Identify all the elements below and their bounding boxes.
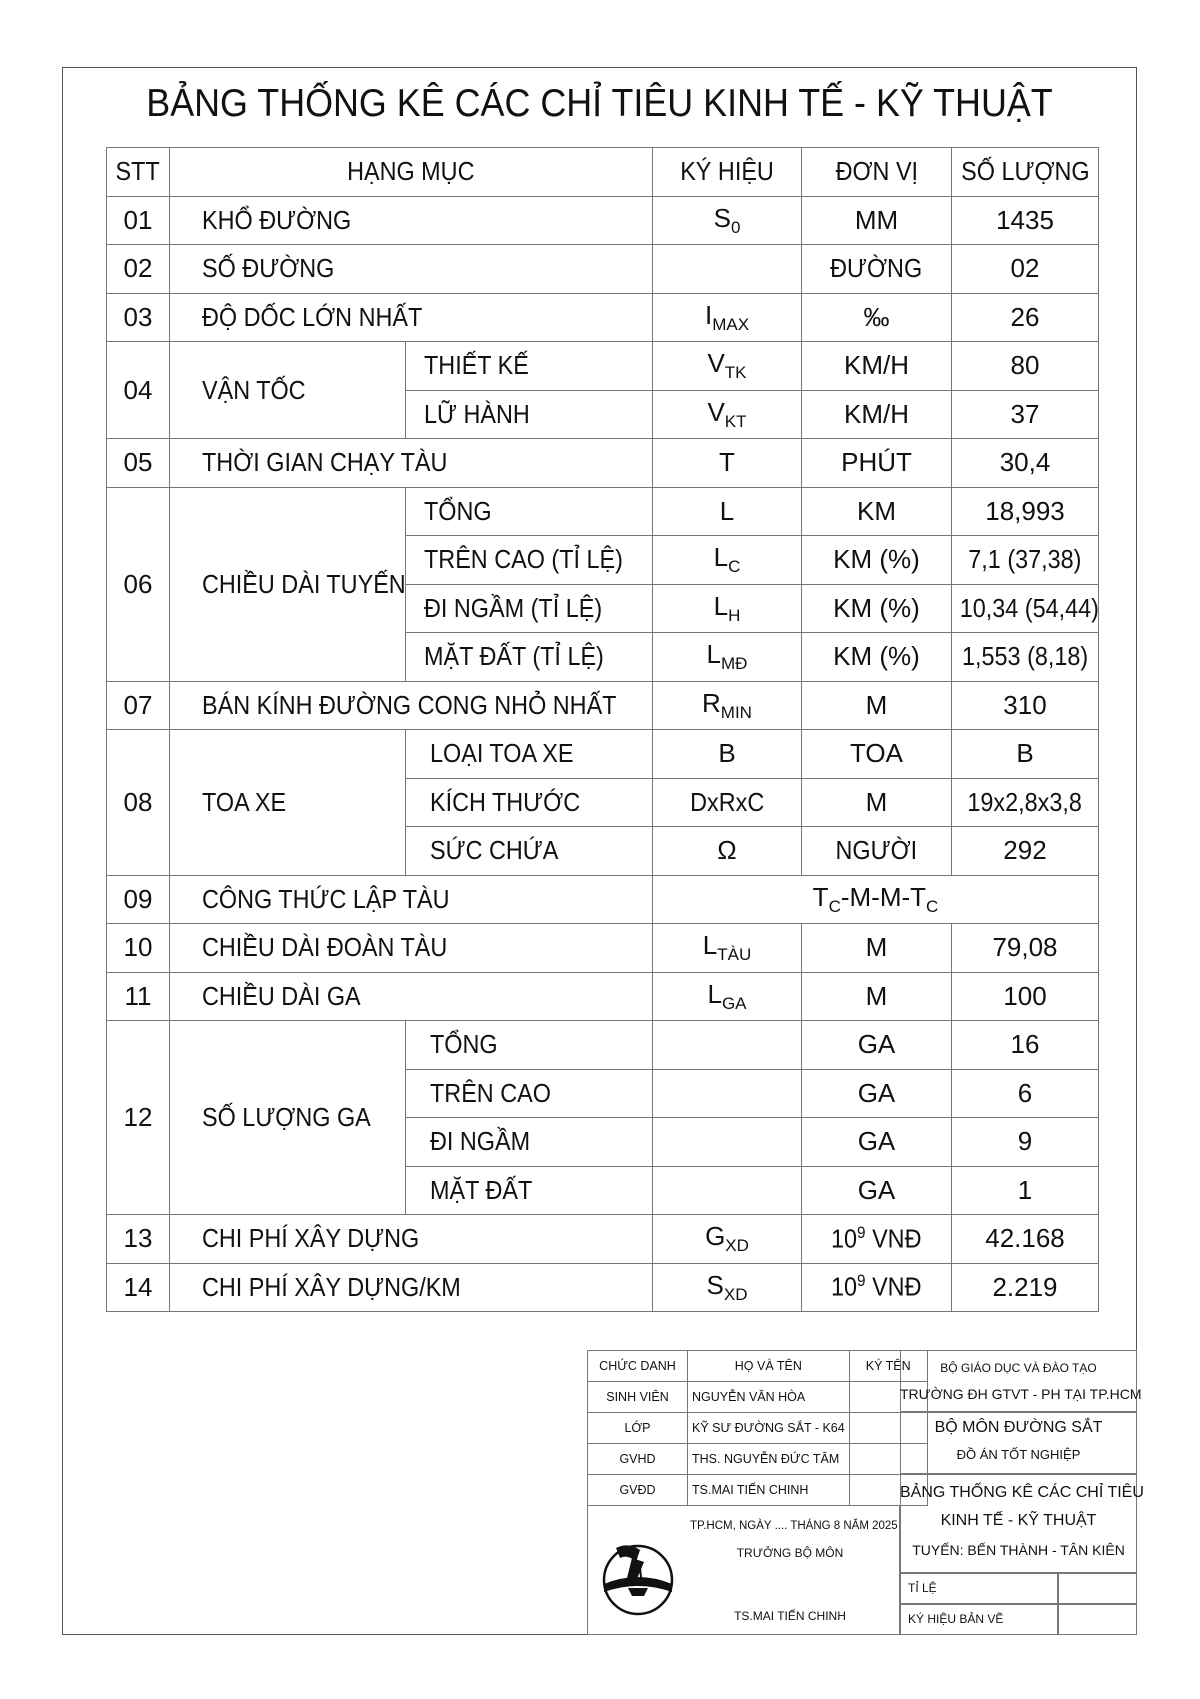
row-subname: TỔNG: [406, 1021, 653, 1070]
row-qty: B: [952, 730, 1099, 779]
approval-title: TRƯỞNG BỘ MÔN: [736, 1546, 844, 1560]
approval-date: TP.HCM, NGÀY .... THÁNG 8 NĂM 2025: [690, 1520, 898, 1532]
row-symbol: DxRxC: [653, 778, 802, 827]
row-symbol: $G_{XD}$: [653, 1215, 802, 1264]
sig-header-sign: KÝ TÊN: [849, 1351, 927, 1382]
row-stt: 02: [107, 245, 170, 294]
row-unit: M: [802, 924, 952, 973]
ministry-name: BỘ GIÁO DỤC VÀ ĐÀO TẠO: [940, 1361, 1097, 1375]
row-unit: GA: [802, 1118, 952, 1167]
table-row: [107, 924, 1099, 973]
sheet-title-line1: BẢNG THỐNG KÊ CÁC CHỈ TIÊU: [900, 1484, 1144, 1501]
table-row: [107, 196, 1099, 245]
row-unit: KM (%): [802, 633, 952, 682]
row-stt: 07: [107, 681, 170, 730]
row-unit: GA: [802, 1069, 952, 1118]
row-name: THỜI GIAN CHẠY TÀU: [170, 439, 653, 488]
row-symbol: B: [653, 730, 802, 779]
row-subname: THIẾT KẾ: [406, 342, 653, 391]
row-unit: TOA: [802, 730, 952, 779]
row-symbol: $S_{XD}$: [653, 1263, 802, 1312]
row-qty: 6: [952, 1069, 1099, 1118]
route-name: TUYẾN: BẾN THÀNH - TÂN KIÊN: [912, 1542, 1125, 1558]
row-qty: 16: [952, 1021, 1099, 1070]
sig-role: GVĐD: [588, 1475, 688, 1506]
row-symbol: $I_{MAX}$: [653, 293, 802, 342]
row-qty: 42.168: [952, 1215, 1099, 1264]
row-unit: KM: [802, 487, 952, 536]
sig-name: KỸ SƯ ĐƯỜNG SẮT - K64: [688, 1413, 850, 1444]
school-name: TRƯỜNG ĐH GTVT - PH TẠI TP.HCM: [900, 1386, 1142, 1402]
row-stt: 03: [107, 293, 170, 342]
row-subname: LOẠI TOA XE: [406, 730, 653, 779]
row-subname: TRÊN CAO (TỈ LỆ): [406, 536, 653, 585]
row-unit: MM: [802, 196, 952, 245]
row-subname: MẶT ĐẤT: [406, 1166, 653, 1215]
row-unit: PHÚT: [802, 439, 952, 488]
row-name: CHIỀU DÀI GA: [170, 972, 653, 1021]
row-unit: NGƯỜI: [802, 827, 952, 876]
table-row: [107, 245, 1099, 294]
sig-role: GVHD: [588, 1444, 688, 1475]
table-row: [107, 1215, 1099, 1264]
row-name: VẬN TỐC: [170, 342, 406, 439]
approval-name: TS.MAI TIẾN CHINH: [734, 1609, 846, 1623]
row-unit: M: [802, 972, 952, 1021]
row-stt: 09: [107, 875, 170, 924]
row-subname: LỮ HÀNH: [406, 390, 653, 439]
sig-role: LỚP: [588, 1413, 688, 1444]
row-unit: KM/H: [802, 342, 952, 391]
university-logo: [598, 1540, 678, 1620]
row-unit: ‰: [802, 293, 952, 342]
sig-name: TS.MAI TIẾN CHINH: [688, 1475, 850, 1506]
row-symbol: [653, 1021, 802, 1070]
row-stt: 01: [107, 196, 170, 245]
row-unit: KM (%): [802, 536, 952, 585]
row-subname: TRÊN CAO: [406, 1069, 653, 1118]
table-row: [107, 342, 1099, 391]
row-unit: $10^9$ VNĐ: [802, 1215, 952, 1264]
row-qty: 37: [952, 390, 1099, 439]
table-row: [107, 875, 1099, 924]
row-symbol: $L_C$: [653, 536, 802, 585]
sig-name: NGUYỄN VĂN HÒA: [688, 1382, 850, 1413]
info-vdivider: [1057, 1572, 1059, 1635]
row-unit: ĐƯỜNG: [802, 245, 952, 294]
row-unit: KM/H: [802, 390, 952, 439]
row-name: CHI PHÍ XÂY DỰNG: [170, 1215, 653, 1264]
row-formula: $T_C-M-M-T_C$: [653, 875, 1099, 924]
row-stt: 06: [107, 487, 170, 681]
row-stt: 12: [107, 1021, 170, 1215]
row-symbol: $S_0$: [653, 196, 802, 245]
row-unit: M: [802, 681, 952, 730]
row-symbol: $L_{GA}$: [653, 972, 802, 1021]
project-type: ĐỒ ÁN TỐT NGHIỆP: [956, 1447, 1081, 1462]
header-don-vi: ĐƠN VỊ: [802, 148, 952, 197]
row-qty: 19x2,8x3,8: [952, 778, 1099, 827]
drawing-code-label: KÝ HIỆU BẢN VẼ: [908, 1612, 1004, 1626]
row-name: CHI PHÍ XÂY DỰNG/KM: [170, 1263, 653, 1312]
sheet-title-line2: KINH TẾ - KỸ THUẬT: [940, 1512, 1097, 1529]
row-subname: MẶT ĐẤT (TỈ LỆ): [406, 633, 653, 682]
row-stt: 08: [107, 730, 170, 876]
row-subname: ĐI NGẦM: [406, 1118, 653, 1167]
row-qty: 2.219: [952, 1263, 1099, 1312]
scale-label: TỈ LỆ: [908, 1581, 937, 1595]
info-divider-1: [900, 1411, 1137, 1413]
info-divider-3: [900, 1572, 1137, 1574]
row-symbol: $L_{TÀU}$: [653, 924, 802, 973]
row-qty: 292: [952, 827, 1099, 876]
row-name: CHIỀU DÀI ĐOÀN TÀU: [170, 924, 653, 973]
row-symbol: $V_{KT}$: [653, 390, 802, 439]
table-header-row: [107, 148, 1099, 197]
header-hang-muc: HẠNG MỤC: [170, 148, 653, 197]
row-unit: GA: [802, 1021, 952, 1070]
row-symbol: [653, 245, 802, 294]
row-unit: $10^9$ VNĐ: [802, 1263, 952, 1312]
row-name: CÔNG THỨC LẬP TÀU: [170, 875, 653, 924]
row-subname: ĐI NGẦM (TỈ LỆ): [406, 584, 653, 633]
table-row: [107, 972, 1099, 1021]
row-symbol: $V_{TK}$: [653, 342, 802, 391]
info-divider-4: [900, 1603, 1137, 1605]
row-qty: 1,553 (8,18): [952, 633, 1099, 682]
row-qty: 80: [952, 342, 1099, 391]
sig-header-role: CHỨC DANH: [588, 1351, 688, 1382]
info-divider-2: [900, 1473, 1137, 1475]
row-subname: SỨC CHỨA: [406, 827, 653, 876]
department-name: BỘ MÔN ĐƯỜNG SẮT: [934, 1419, 1103, 1436]
row-stt: 05: [107, 439, 170, 488]
row-name: ĐỘ DỐC LỚN NHẤT: [170, 293, 653, 342]
table-row: [107, 487, 1099, 536]
row-symbol: [653, 1118, 802, 1167]
row-unit: KM (%): [802, 584, 952, 633]
row-stt: 10: [107, 924, 170, 973]
row-qty: 30,4: [952, 439, 1099, 488]
row-qty: 79,08: [952, 924, 1099, 973]
table-row: [107, 1021, 1099, 1070]
row-symbol: $L_H$: [653, 584, 802, 633]
row-unit: GA: [802, 1166, 952, 1215]
row-symbol: Ω: [653, 827, 802, 876]
row-name: BÁN KÍNH ĐƯỜNG CONG NHỎ NHẤT: [170, 681, 653, 730]
row-qty: 7,1 (37,38): [952, 536, 1099, 585]
table-row: [107, 439, 1099, 488]
sig-header-name: HỌ VÀ TÊN: [688, 1351, 850, 1382]
row-subname: TỔNG: [406, 487, 653, 536]
sig-role: SINH VIÊN: [588, 1382, 688, 1413]
row-qty: 100: [952, 972, 1099, 1021]
table-row: [107, 681, 1099, 730]
row-qty: 10,34 (54,44): [952, 584, 1099, 633]
row-unit: M: [802, 778, 952, 827]
page-title: BẢNG THỐNG KÊ CÁC CHỈ TIÊU KINH TẾ - KỸ THUẬT: [146, 82, 1053, 125]
row-stt: 11: [107, 972, 170, 1021]
row-qty: 310: [952, 681, 1099, 730]
row-symbol: $L_{MĐ}$: [653, 633, 802, 682]
header-ky-hieu: KÝ HIỆU: [653, 148, 802, 197]
row-qty: 1435: [952, 196, 1099, 245]
row-qty: 26: [952, 293, 1099, 342]
row-qty: 1: [952, 1166, 1099, 1215]
row-name: SỐ ĐƯỜNG: [170, 245, 653, 294]
table-row: [107, 1263, 1099, 1312]
row-symbol: [653, 1069, 802, 1118]
row-symbol: $R_{MIN}$: [653, 681, 802, 730]
row-symbol: L: [653, 487, 802, 536]
table-row: [107, 293, 1099, 342]
row-stt: 14: [107, 1263, 170, 1312]
header-stt: STT: [107, 148, 170, 197]
row-stt: 13: [107, 1215, 170, 1264]
row-symbol: [653, 1166, 802, 1215]
header-so-luong: SỐ LƯỢNG: [952, 148, 1099, 197]
row-name: SỐ LƯỢNG GA: [170, 1021, 406, 1215]
row-qty: 9: [952, 1118, 1099, 1167]
row-subname: KÍCH THƯỚC: [406, 778, 653, 827]
sig-name: THS. NGUYỄN ĐỨC TÂM: [688, 1444, 850, 1475]
row-name: TOA XE: [170, 730, 406, 876]
signature-table: [587, 1350, 928, 1506]
row-qty: 02: [952, 245, 1099, 294]
table-row: [107, 730, 1099, 779]
stats-table: [106, 147, 1099, 1312]
row-symbol: T: [653, 439, 802, 488]
row-name: KHỔ ĐƯỜNG: [170, 196, 653, 245]
row-qty: 18,993: [952, 487, 1099, 536]
row-name: CHIỀU DÀI TUYẾN: [170, 487, 406, 681]
row-stt: 04: [107, 342, 170, 439]
